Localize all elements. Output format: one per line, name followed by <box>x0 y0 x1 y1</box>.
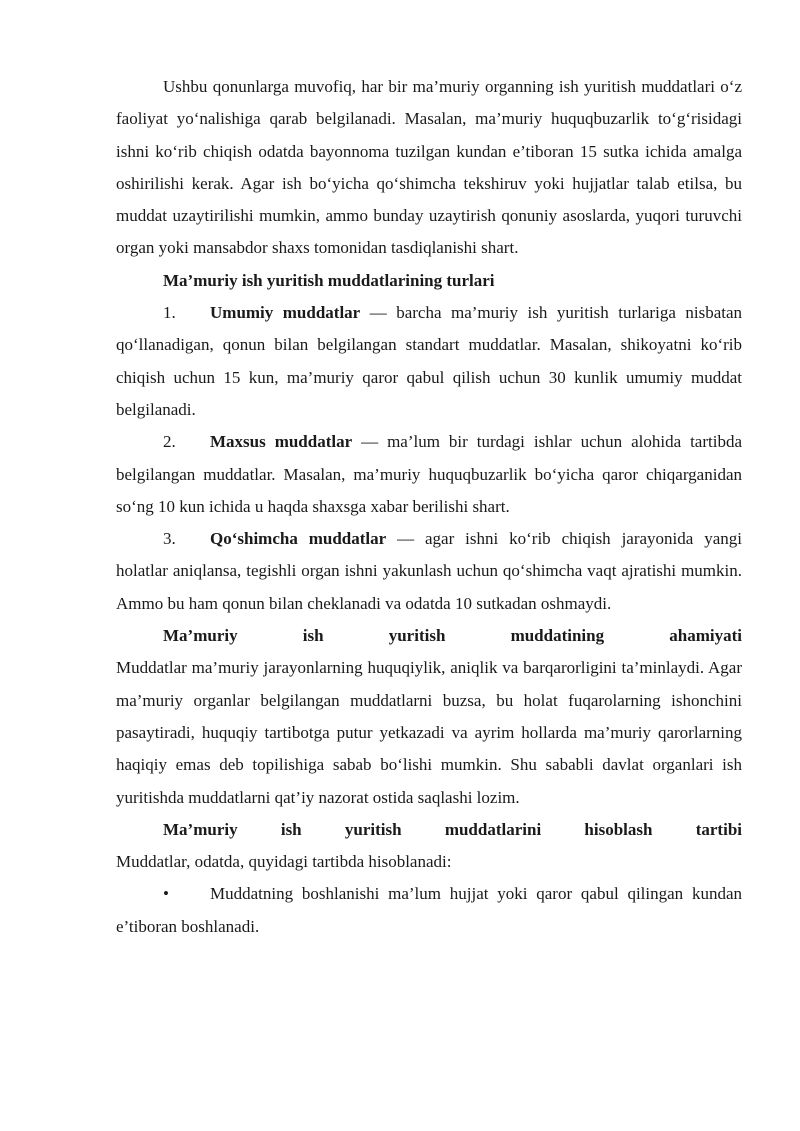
list-text: — barcha ma’muriy ish yuritish turlariga nisbatan qo‘llanadigan, qonun bilan belgilangan standart muddatlar. Masalan, shikoyatni ko‘rib chiqish uchun 15 kun, ma’muriy qaror qabul qilish uchun 30 kunlik umumiy muddat belgilanadi. <box>116 303 743 419</box>
document-body <box>116 71 742 943</box>
list-item-2 <box>116 426 742 523</box>
list-item-3 <box>116 523 742 620</box>
list-term: Umumiy muddatlar <box>210 303 361 323</box>
list-term: Qo‘shimcha muddatlar <box>210 529 387 549</box>
list-term: Maxsus muddatlar <box>210 432 353 452</box>
list-number: 3. <box>163 529 176 549</box>
heading-importance: Ma’muriy ish yuritish muddatining ahamiyati <box>163 626 742 646</box>
list-text: — agar ishni ko‘rib chiqish jarayonida yangi holatlar aniqlansa, tegishli organ ishni yakunlash uchun qo‘shimcha vaqt ajratishi mumkin. Ammo bu ham qonun bilan cheklanadi va odatda 10 sutkadan oshmaydi. <box>116 529 742 613</box>
list-text: — ma’lum bir turdagi ishlar uchun alohida tartibda belgilangan muddatlar. Masalan, ma’muriy huquqbuzarlik bo‘yicha qaror chiqarganidan so‘ng 10 kun ichida u haqda shaxsga xabar berilishi shart. <box>116 432 743 516</box>
heading-types: Ma’muriy ish yuritish muddatlarining turlari <box>163 270 495 290</box>
intro-paragraph: Ushbu qonunlarga muvofiq, har bir ma’muriy organning ish yuritish muddatlari o‘z faoliyat yo‘nalishiga qarab belgilanadi. Masalan, ma’muriy huquqbuzarlik to‘g‘risidagi ishni ko‘rib chiqish odatda bayonnoma tuzilgan kundan e’tiboran 15 sutka ichida amalga oshirilishi kerak. Agar ish bo‘yicha qo‘shimcha tekshiruv yoki hujjatlar talab etilsa, bu muddat uzaytirilishi mumkin, ammo bunday uzaytirish qonuniy asoslarda, yuqori turuvchi organ yoki mansabdor shaxs tomonidan tasdiqlanishi shart. <box>116 77 742 258</box>
heading-calculation: Ma’muriy ish yuritish muddatlarini hisoblash tartibi <box>163 819 742 839</box>
bullet-text: Muddatning boshlanishi ma’lum hujjat yoki qaror qabul qilingan kundan e’tiboran boshlanadi. <box>116 884 742 936</box>
list-number: 2. <box>163 432 176 452</box>
bullet-item <box>116 878 742 943</box>
list-item-1 <box>116 297 742 426</box>
bullet-icon: • <box>163 884 169 904</box>
list-number: 1. <box>163 303 176 323</box>
importance-paragraph: Muddatlar ma’muriy jarayonlarning huquqiylik, aniqlik va barqarorligini ta’minlaydi. Agar ma’muriy organlar belgilangan muddatlarni buzsa, bu holat fuqarolarning ishonchini pasaytiradi, huquqiy tartibotga putur yetkazadi va ayrim hollarda ma’muriy qarorlarning haqiqiy emas deb topilishiga sabab bo‘lishi mumkin. Shu sababli davlat organlari ish yuritishda muddatlarni qat’iy nazorat ostida saqlashi lozim. <box>116 658 742 807</box>
calculation-paragraph: Muddatlar, odatda, quyidagi tartibda hisoblanadi: <box>116 852 452 872</box>
